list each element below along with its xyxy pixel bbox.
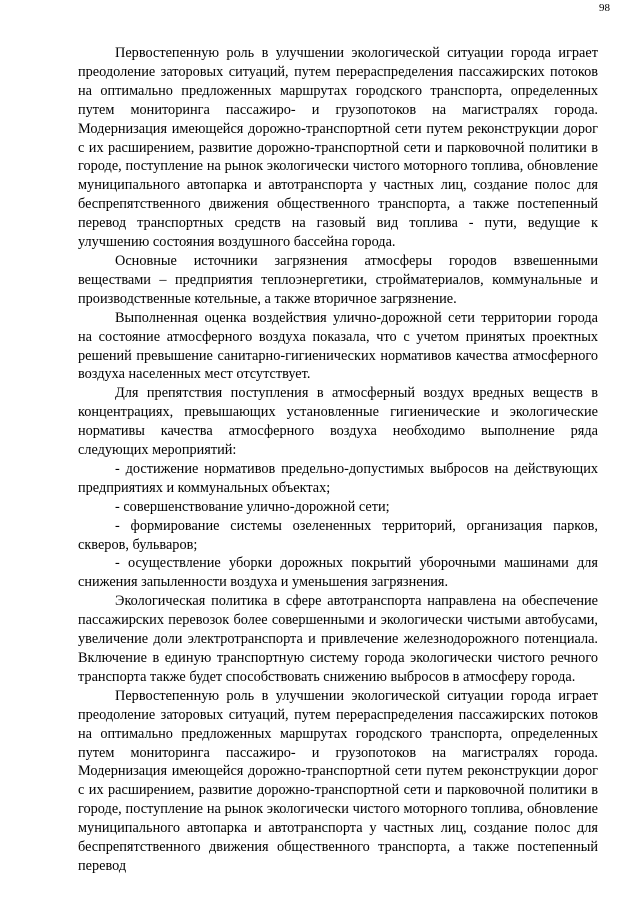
list-item: - формирование системы озелененных территорий, организация парков, скверов, бульваров; bbox=[78, 517, 598, 553]
document-body bbox=[78, 44, 598, 876]
paragraph: Экологическая политика в сфере автотранспорта направлена на обеспечение пассажирских перевозок более совершенными и экологически чистыми автобусами, увеличение доли электротранспорта и привлечение железнодорожного потенциала. Включение в единую транспортную систему города экологически чистого речного транспорта также будет способствовать снижению выбросов в атмосферу города. bbox=[78, 593, 598, 685]
paragraph: Первостепенную роль в улучшении экологической ситуации города играет преодоление заторовых ситуаций, путем перераспределения пассажирских потоков на оптимально предложенных маршрутах городского транспорта, определенных путем мониторинга пассажиро- и грузопотоков на магистралях города. Модернизация имеющейся дорожно-транспортной сети путем реконструкции дорог с их расширением, развитие дорожно-транспортной сети и парковочной политики в городе, поступление на рынок экологически чистого моторного топлива, обновление муниципального автопарка и автотранспорта у частных лиц, создание полос для беспрепятственного движения общественного транспорта, а также постепенный перевод bbox=[78, 687, 598, 874]
paragraph: Первостепенную роль в улучшении экологической ситуации города играет преодоление заторовых ситуаций, путем перераспределения пассажирских потоков на оптимально предложенных маршрутах городского транспорта, определенных путем мониторинга пассажиро- и грузопотоков на магистралях города. Модернизация имеющейся дорожно-транспортной сети путем реконструкции дорог с их расширением, развитие дорожно-транспортной сети и парковочной политики в городе, поступление на рынок экологически чистого моторного топлива, обновление муниципального автопарка и автотранспорта у частных лиц, создание полос для беспрепятственного движения общественного транспорта, а также постепенный перевод транспортных средств на газовый вид топлива - пути, ведущие к улучшению состояния воздушного бассейна города. bbox=[78, 45, 598, 251]
paragraph: Основные источники загрязнения атмосферы городов взвешенными веществами – предприятия теплоэнергетики, стройматериалов, коммунальные и производственные котельные, а также вторичное загрязнение. bbox=[78, 252, 598, 307]
page-number: 98 bbox=[599, 2, 610, 14]
paragraph: Для препятствия поступления в атмосферный воздух вредных веществ в концентрациях, превышающих установленные гигиенические и экологические нормативы качества атмосферного воздуха необходимо выполнение ряда следующих мероприятий: bbox=[78, 385, 598, 459]
list-item: - совершенствование улично-дорожной сети; bbox=[115, 498, 390, 515]
list-item: - осуществление уборки дорожных покрытий уборочными машинами для снижения запыленности воздуха и уменьшения загрязнения. bbox=[78, 555, 598, 591]
paragraph: Выполненная оценка воздействия улично-дорожной сети территории города на состояние атмосферного воздуха показала, что с учетом принятых проектных решений превышение санитарно-гигиенических нормативов качества атмосферного воздуха населенных мест отсутствует. bbox=[78, 309, 598, 383]
list-item: - достижение нормативов предельно-допустимых выбросов на действующих предприятиях и коммунальных объектах; bbox=[78, 460, 598, 496]
